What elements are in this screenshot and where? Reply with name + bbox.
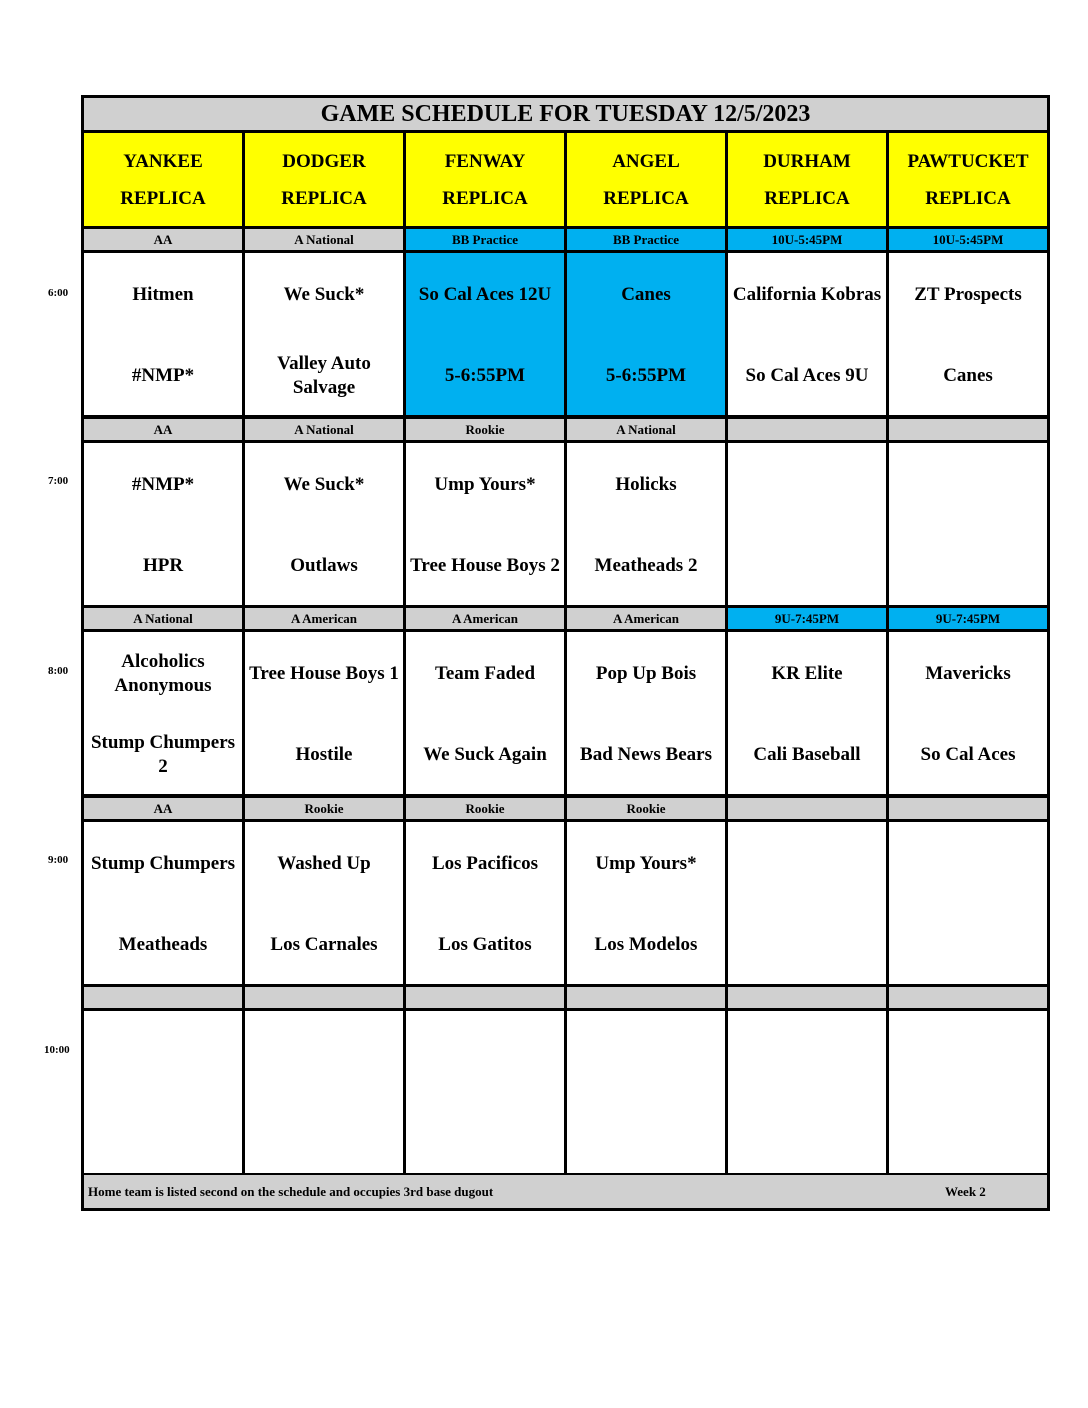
game-cell [84, 632, 242, 794]
field-header-pawtucket [889, 133, 1047, 226]
home-team: Los Carnales [270, 933, 378, 955]
home-team [567, 1094, 725, 1173]
division-label: Rookie [567, 798, 725, 819]
away-team: Los Pacificos [431, 852, 539, 874]
home-team [889, 1094, 1047, 1173]
division-label [728, 419, 886, 440]
away-team: We Suck* [283, 473, 365, 495]
game-cell [889, 632, 1047, 794]
field-name: FENWAY [444, 150, 526, 172]
game-cell [84, 1011, 242, 1173]
away-team [728, 1011, 886, 1094]
game-cell [406, 822, 564, 984]
game-cell [728, 632, 886, 794]
game-cell [728, 253, 886, 415]
time-label: 7:00 [48, 475, 69, 487]
game-cell [567, 1011, 725, 1173]
division-label: AA [84, 229, 242, 250]
home-team-note: Home team is listed second on the schedule and occupies 3rd base dugout [88, 1184, 494, 1199]
division-label: 10U-5:45PM [889, 229, 1047, 250]
away-team: So Cal Aces 12U [418, 283, 552, 305]
away-team: Canes [621, 283, 671, 305]
field-header-dodger [245, 133, 403, 226]
field-subtitle: REPLICA [281, 187, 367, 209]
game-cell [245, 822, 403, 984]
away-team: Tree House Boys 1 [249, 662, 399, 684]
away-team: Stump Chumpers [90, 852, 236, 874]
division-label: A American [245, 608, 403, 629]
division-label: Rookie [406, 419, 564, 440]
division-label [889, 987, 1047, 1008]
division-label: A National [245, 419, 403, 440]
division-label [889, 419, 1047, 440]
home-team: 5-6:55PM [444, 364, 526, 386]
game-cell [567, 443, 725, 605]
division-label: AA [84, 798, 242, 819]
division-label: A American [567, 608, 725, 629]
field-header-angel [567, 133, 725, 226]
field-subtitle: REPLICA [764, 187, 850, 209]
home-team [889, 905, 1047, 984]
game-cell [406, 253, 564, 415]
away-team: KR Elite [771, 662, 843, 684]
time-label: 6:00 [48, 287, 69, 299]
schedule-footer [84, 1175, 1047, 1208]
field-header-durham [728, 133, 886, 226]
home-team: So Cal Aces 9U [745, 364, 869, 386]
home-team: Canes [943, 364, 993, 386]
game-cell [245, 253, 403, 415]
division-label [728, 798, 886, 819]
game-cell [245, 443, 403, 605]
away-team [889, 822, 1047, 905]
home-team [406, 1094, 564, 1173]
division-label: Rookie [406, 798, 564, 819]
field-name: DURHAM [763, 150, 851, 172]
away-team: Mavericks [925, 662, 1011, 684]
away-team: #NMP* [131, 473, 195, 495]
division-label: 9U-7:45PM [889, 608, 1047, 629]
time-label: 9:00 [48, 854, 69, 866]
home-team: We Suck Again [423, 743, 547, 765]
field-header-fenway [406, 133, 564, 226]
away-team: Pop Up Bois [595, 662, 697, 684]
time-label: 10:00 [44, 1044, 70, 1056]
home-team: Valley Auto Salvage [277, 352, 371, 398]
field-name: ANGEL [612, 150, 680, 172]
away-team: Hitmen [132, 283, 194, 305]
away-team [728, 822, 886, 905]
week-label: Week 2 [945, 1184, 986, 1199]
away-team [889, 1011, 1047, 1094]
division-label: A National [245, 229, 403, 250]
schedule-title: GAME SCHEDULE FOR TUESDAY 12/5/2023 [84, 98, 1047, 130]
home-team: Los Gatitos [438, 933, 532, 955]
home-team: Meatheads 2 [594, 554, 698, 576]
away-team: Alcoholics Anonymous [114, 650, 212, 696]
field-subtitle: REPLICA [603, 187, 689, 209]
division-label [728, 987, 886, 1008]
division-label: BB Practice [406, 229, 564, 250]
game-cell [406, 1011, 564, 1173]
division-label: Rookie [245, 798, 403, 819]
home-team: Stump Chumpers 2 [90, 731, 236, 777]
away-team [567, 1011, 725, 1094]
home-team [245, 1094, 403, 1173]
away-team [245, 1011, 403, 1094]
game-cell [406, 632, 564, 794]
division-label: 10U-5:45PM [728, 229, 886, 250]
division-label: A National [84, 608, 242, 629]
division-label [84, 987, 242, 1008]
division-label: BB Practice [567, 229, 725, 250]
game-cell [728, 1011, 886, 1173]
away-team [84, 1011, 242, 1094]
home-team [84, 1094, 242, 1173]
away-team: Ump Yours* [595, 852, 697, 874]
field-subtitle: REPLICA [120, 187, 206, 209]
game-cell [567, 632, 725, 794]
division-label [889, 798, 1047, 819]
game-cell [84, 253, 242, 415]
home-team: Bad News Bears [580, 743, 712, 765]
home-team: Tree House Boys 2 [410, 554, 560, 576]
home-team: So Cal Aces [920, 743, 1016, 765]
game-cell [406, 443, 564, 605]
field-name: DODGER [282, 150, 366, 172]
division-label [567, 987, 725, 1008]
home-team: HPR [142, 554, 184, 576]
away-team: Ump Yours* [434, 473, 536, 495]
home-team [728, 526, 886, 605]
home-team: Meatheads [118, 933, 208, 955]
away-team: Team Faded [434, 662, 536, 684]
away-team: Washed Up [277, 852, 371, 874]
division-label [406, 987, 564, 1008]
away-team [889, 443, 1047, 526]
home-team: Los Modelos [594, 933, 698, 955]
away-team [406, 1011, 564, 1094]
game-cell [245, 1011, 403, 1173]
home-team: 5-6:55PM [605, 364, 687, 386]
game-cell [567, 253, 725, 415]
division-label: A National [567, 419, 725, 440]
away-team [728, 443, 886, 526]
field-header-yankee [84, 133, 242, 226]
game-cell [567, 822, 725, 984]
game-cell [889, 443, 1047, 605]
game-cell [728, 443, 886, 605]
away-team: We Suck* [283, 283, 365, 305]
field-name: YANKEE [123, 150, 203, 172]
away-team: California Kobras [732, 283, 882, 305]
game-cell [728, 822, 886, 984]
home-team [728, 905, 886, 984]
division-label: 9U-7:45PM [728, 608, 886, 629]
game-cell [84, 443, 242, 605]
game-cell [889, 1011, 1047, 1173]
game-cell [84, 822, 242, 984]
field-subtitle: REPLICA [442, 187, 528, 209]
home-team [728, 1094, 886, 1173]
away-team: Holicks [615, 473, 677, 495]
game-cell [889, 253, 1047, 415]
time-label: 8:00 [48, 665, 69, 677]
home-team: Hostile [295, 743, 353, 765]
field-name: PAWTUCKET [907, 150, 1029, 172]
division-label: AA [84, 419, 242, 440]
home-team: Outlaws [290, 554, 358, 576]
home-team: Cali Baseball [753, 743, 861, 765]
game-cell [889, 822, 1047, 984]
away-team: ZT Prospects [914, 283, 1022, 305]
schedule-table [81, 95, 1050, 1211]
division-label [245, 987, 403, 1008]
game-cell [245, 632, 403, 794]
division-label: A American [406, 608, 564, 629]
home-team [889, 526, 1047, 605]
field-subtitle: REPLICA [925, 187, 1011, 209]
home-team: #NMP* [131, 364, 195, 386]
